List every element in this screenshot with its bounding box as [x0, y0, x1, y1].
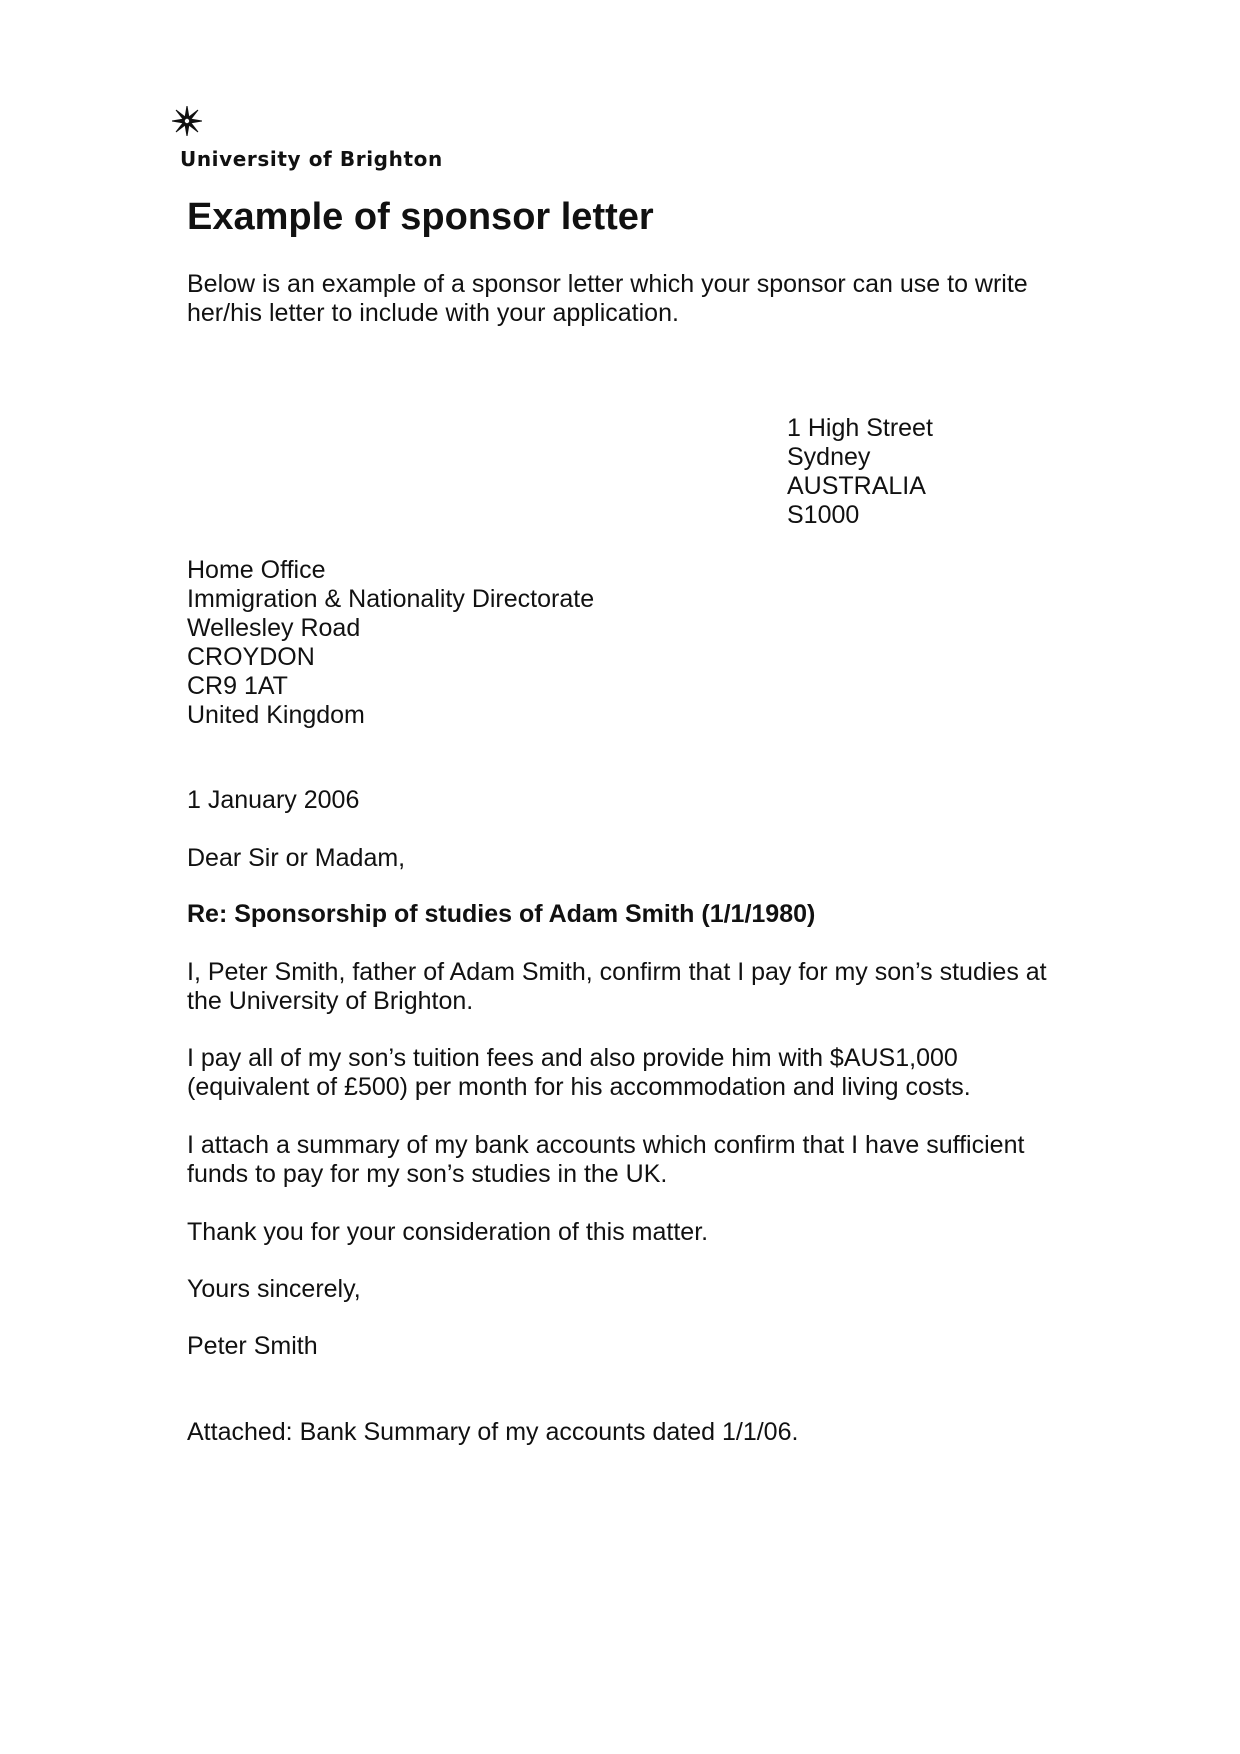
- paragraph-line: I pay all of my son’s tuition fees and also provide him with $AUS1,000: [187, 1044, 958, 1072]
- recipient-address-line: United Kingdom: [187, 701, 365, 729]
- body-paragraph: [187, 1044, 1087, 1102]
- paragraph-line: Thank you for your consideration of this matter.: [187, 1218, 709, 1246]
- paragraph-line: I, Peter Smith, father of Adam Smith, confirm that I pay for my son’s studies at: [187, 958, 1047, 986]
- page-title: Example of sponsor letter: [187, 196, 654, 238]
- intro-text: [187, 270, 1087, 328]
- closing: Yours sincerely,: [187, 1275, 361, 1303]
- recipient-address-line: Immigration & Nationality Directorate: [187, 585, 595, 613]
- body-paragraph: [187, 1218, 708, 1247]
- sender-address-line: Sydney: [787, 443, 871, 471]
- intro-line: her/his letter to include with your application.: [187, 299, 679, 327]
- sender-address-line: AUSTRALIA: [787, 472, 926, 500]
- attachment-note: Attached: Bank Summary of my accounts dated 1/1/06.: [187, 1418, 799, 1446]
- body-paragraph: [187, 1131, 1087, 1189]
- recipient-address-line: CR9 1AT: [187, 672, 288, 700]
- star-compass-icon: [172, 106, 202, 136]
- paragraph-line: funds to pay for my son’s studies in the UK.: [187, 1160, 668, 1188]
- recipient-address-line: Home Office: [187, 556, 326, 584]
- paragraph-line: the University of Brighton.: [187, 987, 474, 1015]
- signature-name: Peter Smith: [187, 1332, 318, 1360]
- letter-date: 1 January 2006: [187, 786, 360, 814]
- intro-line: Below is an example of a sponsor letter which your sponsor can use to write: [187, 270, 1028, 298]
- paragraph-line: I attach a summary of my bank accounts which confirm that I have sufficient: [187, 1131, 1025, 1159]
- recipient-address: [187, 556, 594, 730]
- body-paragraph: [187, 958, 1087, 1016]
- recipient-address-line: CROYDON: [187, 643, 315, 671]
- sender-address: [787, 414, 933, 530]
- sender-address-line: S1000: [787, 501, 860, 529]
- subject-line: Re: Sponsorship of studies of Adam Smith (1/1/1980): [187, 900, 816, 928]
- paragraph-line: (equivalent of £500) per month for his accommodation and living costs.: [187, 1073, 971, 1101]
- institution-name: University of Brighton: [180, 147, 443, 171]
- recipient-address-line: Wellesley Road: [187, 614, 361, 642]
- sender-address-line: 1 High Street: [787, 414, 933, 442]
- salutation: Dear Sir or Madam,: [187, 844, 406, 872]
